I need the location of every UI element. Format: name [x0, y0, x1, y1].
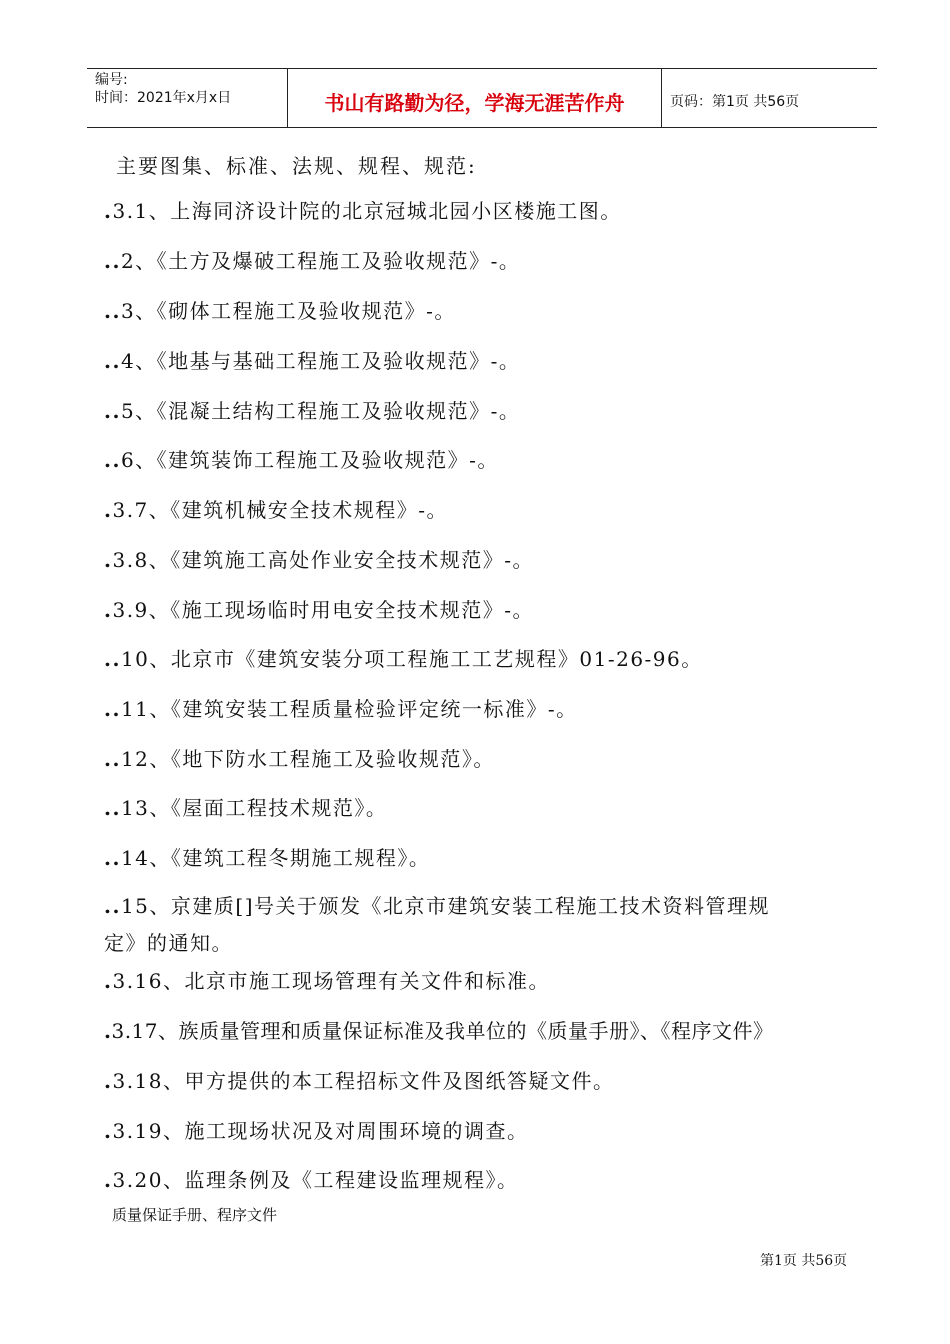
list-prefix: . [104, 548, 113, 572]
list-text: 3.8、《建筑施工高处作业安全技术规范》-。 [112, 548, 535, 572]
list-prefix: .. [104, 647, 121, 671]
list-text: 4、《地基与基础工程施工及验收规范》-。 [120, 349, 521, 373]
list-text: 14、《建筑工程冬期施工规程》。 [120, 846, 431, 870]
list-item [104, 890, 770, 919]
list-text: 3.19、施工现场状况及对周围环境的调查。 [112, 1119, 529, 1143]
time-label: 时间：2021年x月x日 [95, 90, 232, 106]
list-text: 定》的通知。 [104, 931, 233, 955]
list-item [104, 1015, 774, 1044]
list-text: 3、《砌体工程施工及验收规范》-。 [120, 299, 456, 323]
list-item [104, 544, 534, 573]
list-item [104, 743, 495, 772]
list-item [104, 494, 448, 523]
list-item [104, 1065, 615, 1094]
footer-page-number: 第1页 共56页 [760, 1253, 848, 1269]
list-item [104, 965, 550, 994]
list-prefix: .. [104, 747, 121, 771]
list-prefix: . [104, 1019, 112, 1043]
list-prefix: .. [104, 894, 121, 918]
header-page-info: 页码：第1页 共56页 [670, 94, 800, 110]
footer-left-text: 质量保证手册、程序文件 [112, 1206, 278, 1224]
list-prefix: .. [104, 796, 121, 820]
list-prefix: .. [104, 399, 121, 423]
list-text: 6、《建筑装饰工程施工及验收规范》-。 [120, 448, 499, 472]
list-text: 3.9、《施工现场临时用电安全技术规范》-。 [112, 598, 535, 622]
list-text: 3.16、北京市施工现场管理有关文件和标准。 [112, 969, 550, 993]
list-text: 3.20、监理条例及《工程建设监理规程》。 [112, 1168, 519, 1192]
list-item [104, 245, 520, 274]
list-item [104, 345, 520, 374]
list-prefix: .. [104, 846, 121, 870]
list-prefix: . [104, 199, 113, 223]
list-item [104, 295, 456, 324]
list-text: 10、北京市《建筑安装分项工程施工工艺规程》01-26-96。 [120, 647, 703, 671]
list-prefix: . [104, 498, 113, 522]
list-text: 3.18、甲方提供的本工程招标文件及图纸答疑文件。 [112, 1069, 615, 1093]
list-prefix: .. [104, 299, 121, 323]
list-text: 12、《地下防水工程施工及验收规范》。 [120, 747, 495, 771]
list-text: 3.1、上海同济设计院的北京冠城北园小区楼施工图。 [112, 199, 622, 223]
list-text: 13、《屋面工程技术规范》。 [120, 796, 388, 820]
list-text: 2、《土方及爆破工程施工及验收规范》-。 [120, 249, 521, 273]
list-prefix: .. [104, 697, 121, 721]
list-text: 15、京建质[]号关于颁发《北京市建筑安装工程施工技术资料管理规 [120, 894, 770, 918]
list-text: 5、《混凝土结构工程施工及验收规范》-。 [120, 399, 521, 423]
list-text: 11、《建筑安装工程质量检验评定统一标准》-。 [120, 697, 578, 721]
list-prefix: .. [104, 349, 121, 373]
list-prefix: .. [104, 249, 121, 273]
list-item [104, 693, 578, 722]
list-prefix: . [104, 1119, 113, 1143]
list-item [104, 395, 520, 424]
list-prefix: . [104, 1069, 113, 1093]
list-item [104, 1164, 519, 1193]
header-meta-cell [87, 69, 288, 127]
list-item [104, 842, 430, 871]
list-prefix: .. [104, 448, 121, 472]
list-item [104, 444, 499, 473]
list-item [104, 792, 387, 821]
list-item [104, 643, 703, 672]
serial-label: 编号: [95, 72, 128, 88]
list-item [104, 195, 622, 224]
list-prefix: . [104, 969, 113, 993]
list-text: 3.17、族质量管理和质量保证标准及我单位的《质量手册》、《程序文件》 [111, 1019, 774, 1043]
list-text: 3.7、《建筑机械安全技术规程》-。 [112, 498, 449, 522]
list-prefix: . [104, 1168, 113, 1192]
list-prefix: . [104, 598, 113, 622]
header-table [87, 68, 877, 128]
list-item-continuation [104, 927, 233, 956]
header-motto: 书山有路勤为径，学海无涯苦作舟 [288, 69, 662, 127]
list-item [104, 1115, 529, 1144]
list-item [104, 594, 534, 623]
intro-heading: 主要图集、标准、法规、规程、规范: [116, 154, 477, 178]
